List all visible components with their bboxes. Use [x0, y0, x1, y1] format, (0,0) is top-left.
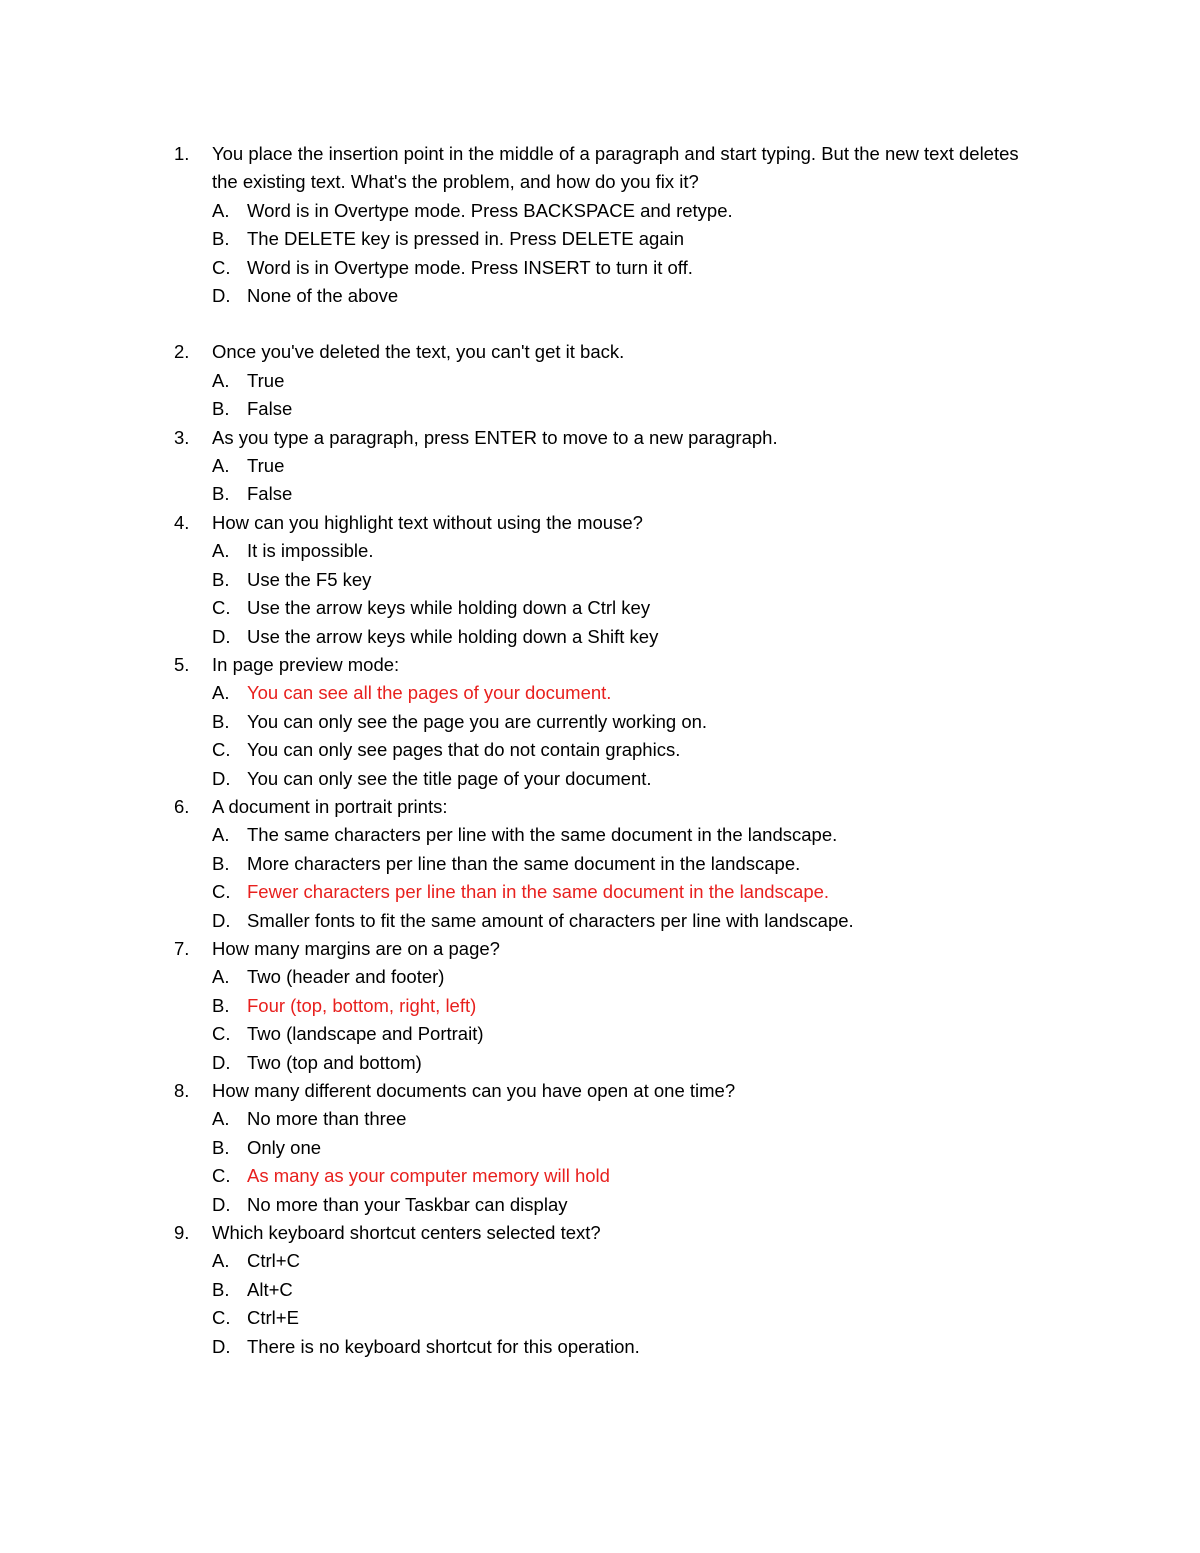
- option-letter: A.: [212, 455, 230, 477]
- question-number: 3.: [174, 426, 190, 448]
- option-text: Ctrl+E: [247, 1307, 299, 1329]
- answer-options: [0, 821, 1200, 935]
- answer-options: [0, 1105, 1200, 1219]
- option-letter: D.: [212, 1051, 231, 1073]
- option-text: Use the arrow keys while holding down a Ctrl key: [247, 597, 651, 619]
- option-text: True: [247, 455, 285, 477]
- option-text: Two (header and footer): [247, 966, 445, 988]
- option-text: No more than your Taskbar can display: [247, 1193, 568, 1215]
- answer-options: [0, 452, 1200, 509]
- option-letter: C.: [212, 1023, 231, 1045]
- question-5-option-c: [0, 736, 1200, 764]
- option-letter: D.: [212, 767, 231, 789]
- option-text: Only one: [247, 1136, 322, 1158]
- question-text: How many different documents can you have open at one time?: [212, 1080, 736, 1101]
- question-text: Once you've deleted the text, you can't get it back.: [212, 341, 625, 363]
- quiz-question-list: [0, 140, 1200, 1361]
- option-letter: A.: [212, 540, 230, 562]
- option-letter: A.: [212, 1250, 230, 1272]
- question-8-option-c: [0, 1162, 1200, 1190]
- question-row: [0, 338, 1200, 366]
- question-6-option-a: [0, 821, 1200, 849]
- option-letter: C.: [212, 739, 231, 761]
- option-letter: B.: [212, 568, 230, 590]
- option-letter: C.: [212, 1165, 231, 1187]
- question-5-option-b: [0, 708, 1200, 736]
- option-text: No more than three: [247, 1108, 407, 1130]
- option-letter: D.: [212, 1335, 231, 1357]
- option-letter: B.: [212, 852, 230, 874]
- question-7-option-d: [0, 1049, 1200, 1077]
- question-number: 7.: [174, 937, 190, 959]
- question-8-option-b: [0, 1134, 1200, 1162]
- answer-options: [0, 963, 1200, 1077]
- option-text: Word is in Overtype mode. Press INSERT to turn it off.: [247, 256, 693, 278]
- option-text: The DELETE key is pressed in. Press DELETE again: [247, 228, 684, 250]
- question-2-option-a: [0, 367, 1200, 395]
- question-3-option-a: [0, 452, 1200, 480]
- option-text: You can only see the page you are currently working on.: [247, 710, 708, 732]
- question-8: [0, 1077, 1200, 1219]
- option-letter: C.: [212, 597, 231, 619]
- option-letter: A.: [212, 199, 230, 221]
- question-4-option-c: [0, 594, 1200, 622]
- question-1-option-a: [0, 197, 1200, 225]
- option-text: It is impossible.: [247, 540, 374, 562]
- question-number: 4.: [174, 511, 190, 533]
- answer-options: [0, 679, 1200, 793]
- question-text: In page preview mode:: [212, 653, 400, 675]
- option-text: False: [247, 398, 293, 420]
- option-text: There is no keyboard shortcut for this operation.: [247, 1335, 640, 1357]
- question-6-option-b: [0, 850, 1200, 878]
- option-letter: D.: [212, 1193, 231, 1215]
- option-letter: B.: [212, 994, 230, 1016]
- option-text: Two (landscape and Portrait): [247, 1023, 484, 1045]
- option-letter: B.: [212, 398, 230, 420]
- question-8-option-d: [0, 1191, 1200, 1219]
- option-text: The same characters per line with the same document in the landscape.: [247, 824, 838, 846]
- question-1: [0, 140, 1200, 310]
- option-letter: B.: [212, 710, 230, 732]
- answer-options: [0, 367, 1200, 424]
- option-text: True: [247, 369, 285, 391]
- question-8-option-a: [0, 1105, 1200, 1133]
- option-text: Smaller fonts to fit the same amount of characters per line with landscape.: [247, 909, 854, 931]
- option-text: False: [247, 483, 293, 505]
- answer-options: [0, 1247, 1200, 1361]
- option-letter: C.: [212, 1307, 231, 1329]
- question-9-option-d: [0, 1333, 1200, 1361]
- question-text: A document in portrait prints:: [212, 795, 448, 817]
- question-number: 5.: [174, 653, 190, 675]
- option-text: You can see all the pages of your document.: [247, 682, 612, 704]
- question-9-option-c: [0, 1304, 1200, 1332]
- option-letter: C.: [212, 256, 231, 278]
- question-row: [0, 1077, 1200, 1105]
- option-letter: D.: [212, 625, 231, 647]
- question-number: 9.: [174, 1222, 190, 1244]
- option-letter: A.: [212, 682, 230, 704]
- question-row: [0, 793, 1200, 821]
- option-text: None of the above: [247, 285, 399, 307]
- option-letter: A.: [212, 369, 230, 391]
- question-row: [0, 140, 1200, 197]
- question-5-option-d: [0, 765, 1200, 793]
- option-text: You can only see pages that do not contain graphics.: [247, 739, 681, 761]
- question-4-option-a: [0, 537, 1200, 565]
- question-9-option-a: [0, 1247, 1200, 1275]
- question-7-option-b: [0, 992, 1200, 1020]
- question-number: 6.: [174, 795, 190, 817]
- option-text: Fewer characters per line than in the same document in the landscape.: [247, 881, 830, 903]
- question-row: [0, 424, 1200, 452]
- option-letter: D.: [212, 909, 231, 931]
- question-row: [0, 651, 1200, 679]
- option-text: You can only see the title page of your document.: [247, 767, 652, 789]
- option-letter: B.: [212, 483, 230, 505]
- question-5-option-a: [0, 679, 1200, 707]
- option-letter: A.: [212, 824, 230, 846]
- question-text: As you type a paragraph, press ENTER to move to a new paragraph.: [212, 426, 778, 448]
- question-4: [0, 509, 1200, 651]
- question-1-option-c: [0, 254, 1200, 282]
- question-number: 1.: [174, 143, 190, 164]
- question-text: How can you highlight text without using the mouse?: [212, 511, 643, 533]
- question-6: [0, 793, 1200, 935]
- question-number: 8.: [174, 1080, 190, 1101]
- option-text: Use the arrow keys while holding down a Shift key: [247, 625, 659, 647]
- question-2: [0, 338, 1200, 423]
- question-7-option-a: [0, 963, 1200, 991]
- question-text: How many margins are on a page?: [212, 937, 500, 959]
- option-text: Four (top, bottom, right, left): [247, 994, 477, 1016]
- answer-options: [0, 197, 1200, 311]
- question-text: Which keyboard shortcut centers selected text?: [212, 1222, 601, 1244]
- question-text: You place the insertion point in the middle of a paragraph and start typing. But the new text deletes the existing text. What's the problem, and how do you fix it?: [212, 143, 1019, 193]
- option-letter: C.: [212, 881, 231, 903]
- option-text: Two (top and bottom): [247, 1051, 422, 1073]
- question-5: [0, 651, 1200, 793]
- question-7: [0, 935, 1200, 1077]
- option-letter: B.: [212, 228, 230, 250]
- question-4-option-d: [0, 623, 1200, 651]
- question-7-option-c: [0, 1020, 1200, 1048]
- question-9: [0, 1219, 1200, 1361]
- option-text: More characters per line than the same document in the landscape.: [247, 852, 801, 874]
- question-4-option-b: [0, 566, 1200, 594]
- question-1-option-d: [0, 282, 1200, 310]
- option-text: Alt+C: [247, 1278, 293, 1300]
- option-letter: A.: [212, 966, 230, 988]
- question-row: [0, 935, 1200, 963]
- question-6-option-d: [0, 907, 1200, 935]
- question-2-option-b: [0, 395, 1200, 423]
- option-letter: D.: [212, 285, 231, 307]
- question-number: 2.: [174, 341, 190, 363]
- question-9-option-b: [0, 1276, 1200, 1304]
- answer-options: [0, 537, 1200, 651]
- question-row: [0, 509, 1200, 537]
- option-text: Use the F5 key: [247, 568, 372, 590]
- question-row: [0, 1219, 1200, 1247]
- question-6-option-c: [0, 878, 1200, 906]
- option-letter: B.: [212, 1278, 230, 1300]
- option-letter: A.: [212, 1108, 230, 1130]
- option-text: Word is in Overtype mode. Press BACKSPACE and retype.: [247, 199, 733, 221]
- question-3: [0, 424, 1200, 509]
- option-text: As many as your computer memory will hold: [247, 1165, 610, 1187]
- option-letter: B.: [212, 1136, 230, 1158]
- question-3-option-b: [0, 480, 1200, 508]
- option-text: Ctrl+C: [247, 1250, 300, 1272]
- question-1-option-b: [0, 225, 1200, 253]
